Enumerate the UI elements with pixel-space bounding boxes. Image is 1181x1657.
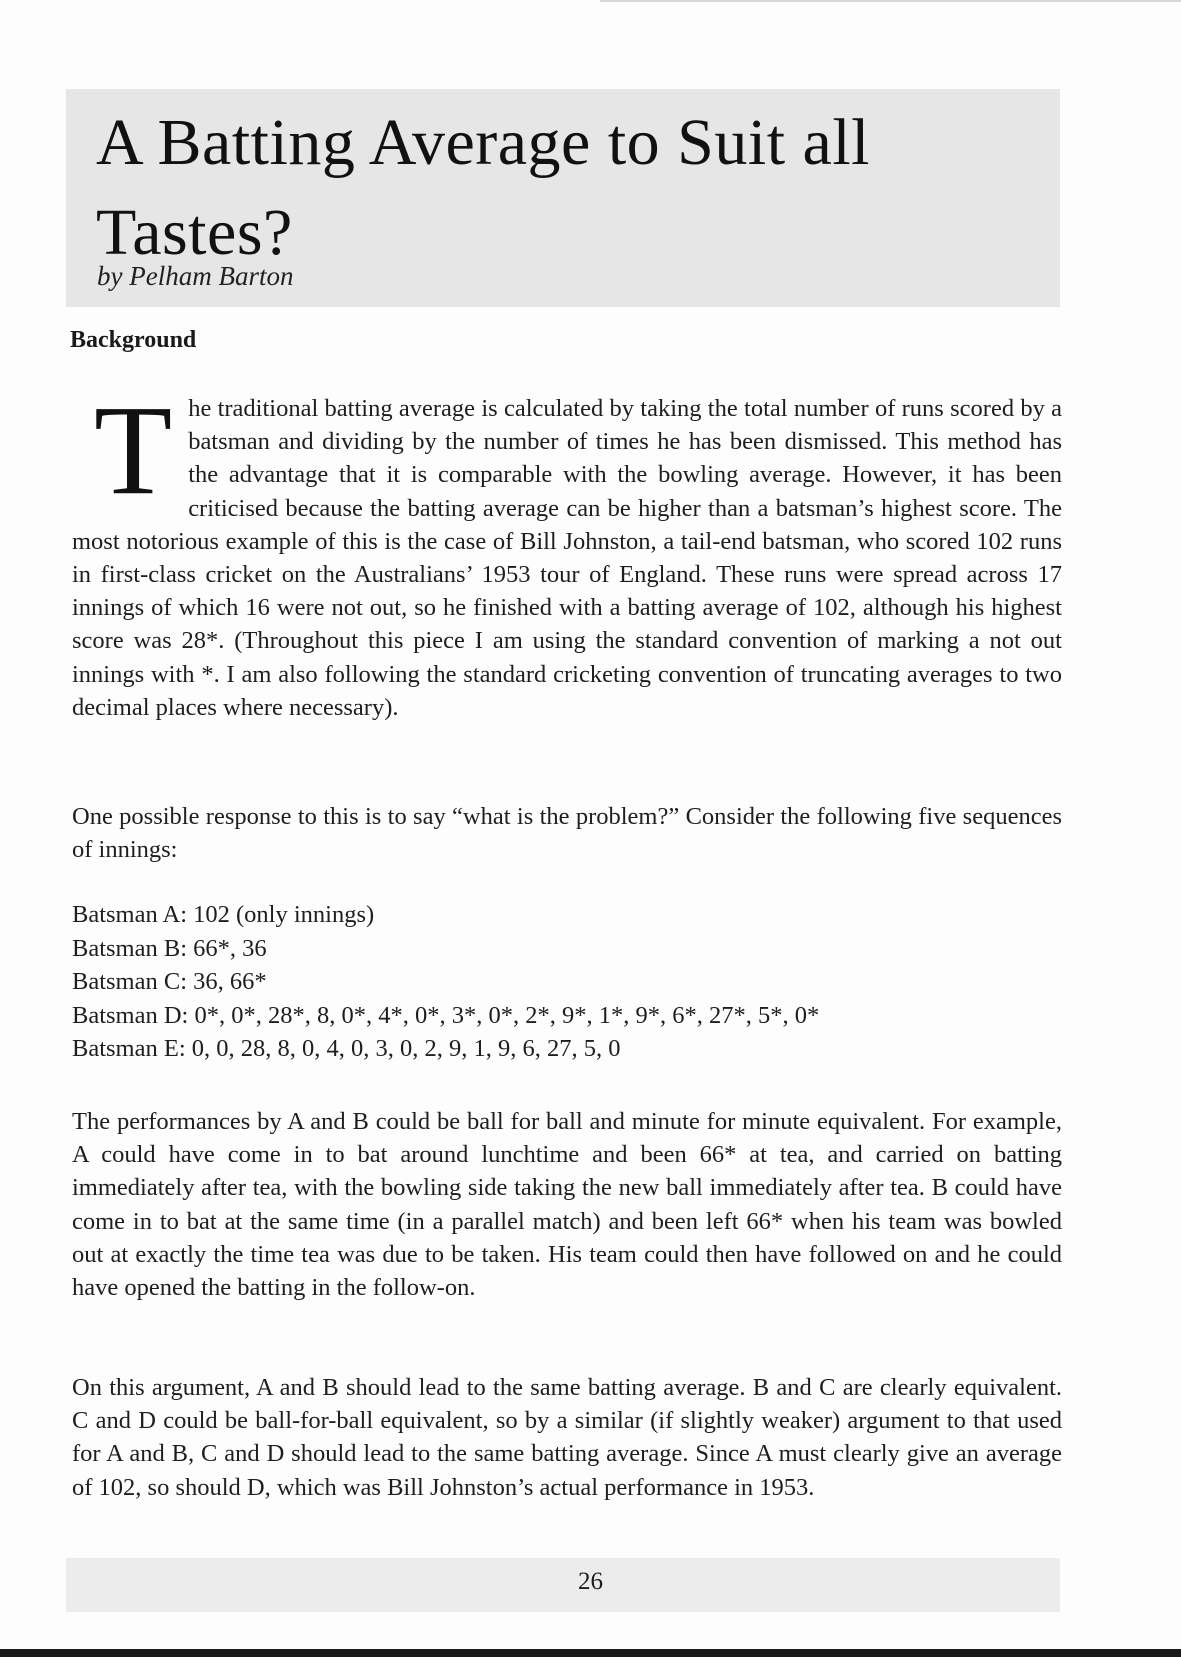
paragraph-intro-text: he traditional batting average is calculated by taking the total number of runs scored by a batsman and dividing by the number of times he has been dismissed. This method has the advantage that it is comparable with the bowling average. However, it has been criticised because the batting average can be higher than a batsman’s highest score. The most notorious example of this is the case of Bill Johnston, a tail-end batsman, who scored 102 runs in first-class cricket on the Australians’ 1953 tour of England. These runs were spread across 17 innings of which 16 were not out, so he finished with a batting average of 102, although his highest score was 28*. (Throughout this piece I am using the standard convention of marking a not out innings with *. I am also following the standard cricketing convention of truncating averages to two decimal places where necessary).: [72, 395, 1062, 721]
top-rule: [600, 0, 1181, 2]
section-heading-background: Background: [70, 327, 197, 353]
drop-cap: T: [94, 379, 173, 521]
paragraph-argument: On this argument, A and B should lead to the same batting average. B and C are clearly equivalent. C and D could be ball-for-ball equivalent, so by a similar (if slightly weaker) argument to that used for A and B, C and D should lead to the same batting average. Since A must clearly give an average of 102, so should D, which was Bill Johnston’s actual performance in 1953.: [72, 1374, 1062, 1501]
innings-batsman-d: Batsman D: 0*, 0*, 28*, 8, 0*, 4*, 0*, 3*, 0*, 2*, 9*, 1*, 9*, 6*, 27*, 5*, 0*: [72, 1001, 820, 1029]
innings-list: [72, 898, 1062, 1066]
innings-batsman-b: Batsman B: 66*, 36: [72, 934, 267, 962]
innings-batsman-e: Batsman E: 0, 0, 28, 8, 0, 4, 0, 3, 0, 2, 9, 1, 9, 6, 27, 5, 0: [72, 1035, 621, 1063]
article-byline: by Pelham Barton: [97, 261, 294, 291]
bottom-rule: [0, 1649, 1181, 1657]
paragraph-equivalence: The performances by A and B could be ball for ball and minute for minute equivalent. For example, A could have come in to bat around lunchtime and been 66* at tea, and carried on batting immediately after tea, with the bowling side taking the new ball immediately after tea. B could have come in to bat at the same time (in a parallel match) and been left 66* when his team was bowled out at exactly the time tea was due to be taken. His team could then have followed on and he could have opened the batting in the follow-on.: [72, 1108, 1062, 1302]
article-title: A Batting Average to Suit all Tastes?: [96, 106, 871, 269]
paragraph-intro: [72, 379, 1062, 724]
innings-batsman-c: Batsman C: 36, 66*: [72, 968, 267, 996]
page-number: 26: [578, 1568, 603, 1595]
innings-batsman-a: Batsman A: 102 (only innings): [72, 901, 375, 928]
paragraph-problem: One possible response to this is to say “what is the problem?” Consider the following five sequences of innings:: [72, 803, 1062, 864]
